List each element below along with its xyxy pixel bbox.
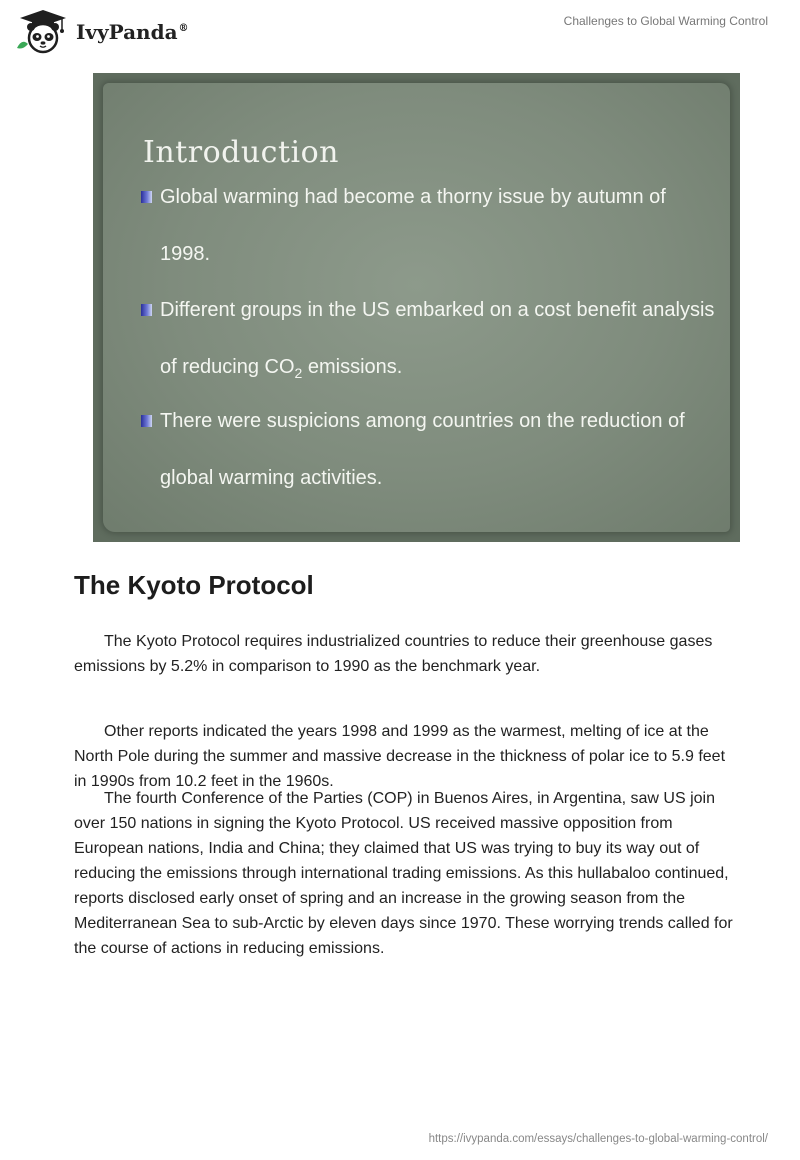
square-bullet-icon	[141, 415, 152, 427]
document-title: Challenges to Global Warming Control	[563, 14, 768, 28]
paragraph-3: The fourth Conference of the Parties (COP) in Buenos Aires, in Argentina, saw US join over 150 nations in signing the Kyoto Protocol. US received massive opposition from European nations, India and China; they claimed that US was trying to buy its way out of reducing the emissions through international trading emissions. As this hullabaloo continued, reports disclosed early onset of spring and an increase in the growing season from the Mediterranean Sea to sub-Arctic by eleven days since 1970. These worrying trends called for the course of actions in reducing emissions.	[74, 790, 733, 957]
brand-logo[interactable]	[14, 8, 189, 54]
slide-bullet-2	[141, 282, 721, 402]
registered-mark: ®	[178, 23, 189, 35]
footer-source-link[interactable]: https://ivypanda.com/essays/challenges-to-global-warming-control/	[428, 1133, 768, 1145]
slide-paper-background	[103, 83, 730, 532]
slide-bullet-text: There were suspicions among countries on the reduction of global warming activities.	[160, 410, 685, 489]
paragraph-1: The Kyoto Protocol requires industrialized countries to reduce their greenhouse gases emissions by 5.2% in comparison to 1990 as the benchmark year.	[74, 633, 713, 675]
slide-bullet-1	[141, 169, 721, 283]
slide-heading: Introduction	[143, 135, 339, 170]
section-title: The Kyoto Protocol	[74, 570, 314, 600]
brand-name: IvyPanda®	[76, 20, 189, 44]
slide-bullet-3	[141, 393, 721, 507]
page-header	[0, 0, 800, 62]
paragraph-2: Other reports indicated the years 1998 and 1999 as the warmest, melting of ice at the North Pole during the summer and massive decrease in the thickness of polar ice to 5.9 feet in 1990s from 10.2 feet in the 1960s.	[74, 723, 726, 790]
square-bullet-icon	[141, 304, 152, 316]
subscript-two: 2	[294, 365, 303, 381]
panda-graduate-icon	[14, 8, 72, 54]
slide-bullet-text: Different groups in the US embarked on a cost benefit analysis of reducing $CO_2$ emissions.	[160, 299, 715, 381]
square-bullet-icon	[141, 191, 152, 203]
slide-image	[93, 73, 740, 542]
slide-bullet-text: Global warming had become a thorny issue by autumn of 1998.	[160, 186, 666, 265]
